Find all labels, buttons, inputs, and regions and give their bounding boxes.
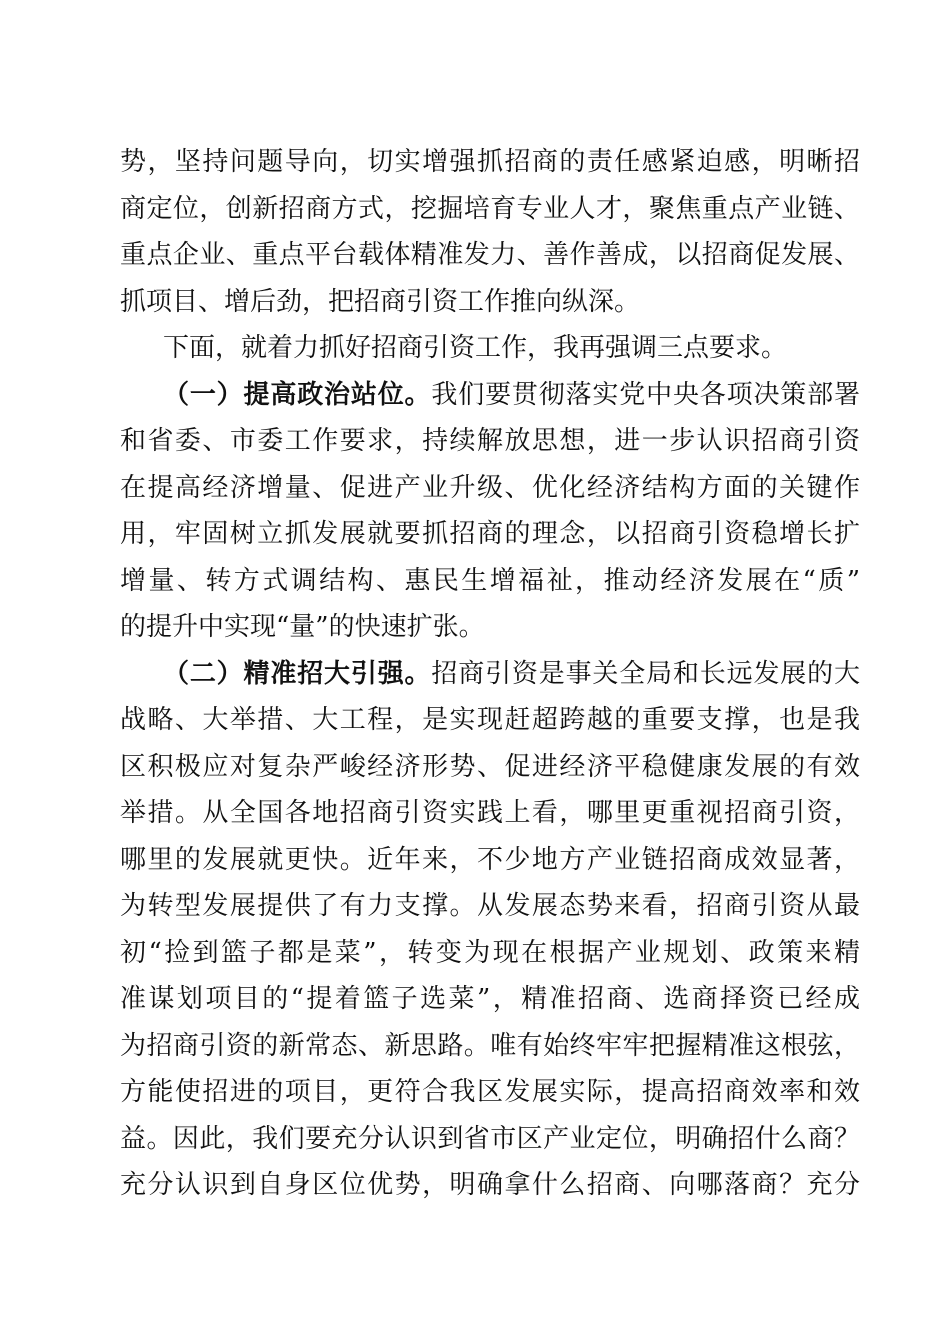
paragraph-line: 初“捡到篮子都是菜”，转变为现在根据产业规划、政策来精 <box>120 938 860 968</box>
paragraph-line: 为招商引资的新常态、新思路。唯有始终牢牢把握精准这根弦， <box>120 1031 860 1061</box>
paragraph-line: 举措。从全国各地招商引资实践上看，哪里更重视招商引资， <box>120 798 860 828</box>
paragraph-line: 为转型发展提供了有力支撑。从发展态势来看，招商引资从最 <box>120 891 860 921</box>
section-2-first-line <box>163 654 860 694</box>
section-1-first-line <box>163 375 860 415</box>
paragraph-line: 抓项目、增后劲，把招商引资工作推向纵深。 <box>120 287 641 317</box>
paragraph-line: 在提高经济增量、促进产业升级、优化经济结构方面的关键作 <box>120 473 860 503</box>
paragraph-line: 哪里的发展就更快。近年来，不少地方产业链招商成效显著， <box>120 845 860 875</box>
section-2-heading: （二）精准招大引强。 <box>163 659 432 689</box>
section-2-first-line-text: 招商引资是事关全局和长远发展的大 <box>431 659 860 689</box>
paragraph-line: 区积极应对复杂严峻经济形势、促进经济平稳健康发展的有效 <box>120 752 860 782</box>
paragraph-line: 方能使招进的项目，更符合我区发展实际，提高招商效率和效 <box>120 1077 860 1107</box>
paragraph-line: 用，牢固树立抓发展就要抓招商的理念，以招商引资稳增长扩 <box>120 519 860 549</box>
paragraph-line: 益。因此，我们要充分认识到省市区产业定位，明确招什么商？ <box>120 1124 860 1154</box>
transition-paragraph: 下面，就着力抓好招商引资工作，我再强调三点要求。 <box>163 333 788 363</box>
paragraph-line: 重点企业、重点平台载体精准发力、善作善成，以招商促发展、 <box>120 240 860 270</box>
section-1-heading: （一）提高政治站位。 <box>163 380 432 410</box>
paragraph-line: 准谋划项目的“提着篮子选菜”，精准招商、选商择资已经成 <box>120 984 860 1014</box>
paragraph-line: 的提升中实现“量”的快速扩张。 <box>120 612 485 642</box>
section-1-first-line-text: 我们要贯彻落实党中央各项决策部署 <box>431 380 860 410</box>
paragraph-line: 势，坚持问题导向，切实增强抓招商的责任感紧迫感，明晰招 <box>120 147 860 177</box>
paragraph-line: 商定位，创新招商方式，挖掘培育专业人才，聚焦重点产业链、 <box>120 194 860 224</box>
paragraph-line: 和省委、市委工作要求，持续解放思想，进一步认识招商引资 <box>120 426 860 456</box>
paragraph-line: 战略、大举措、大工程，是实现赶超跨越的重要支撑，也是我 <box>120 705 860 735</box>
paragraph-line: 充分认识到自身区位优势，明确拿什么招商、向哪落商？充分 <box>120 1170 860 1200</box>
paragraph-line: 增量、转方式调结构、惠民生增福祉，推动经济发展在“质” <box>120 566 860 596</box>
